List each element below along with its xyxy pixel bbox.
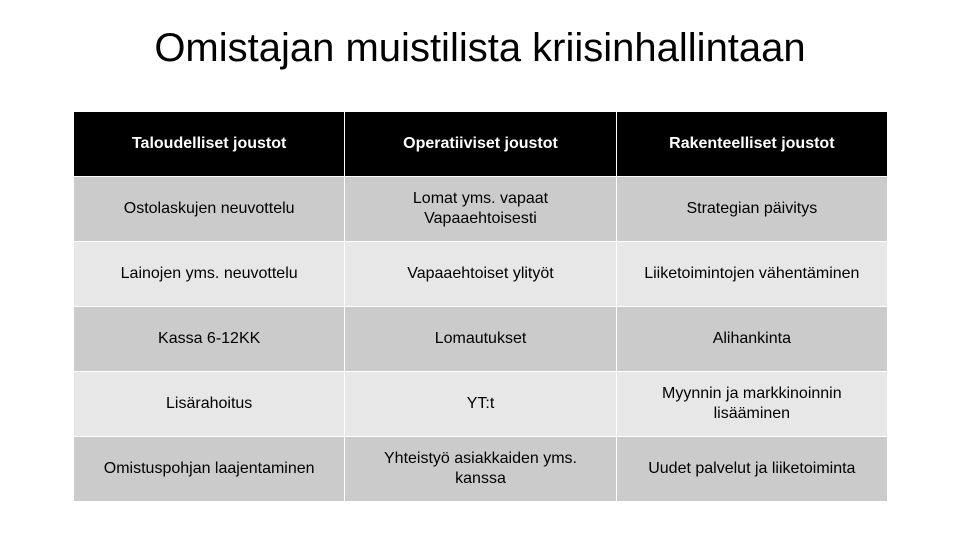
table-cell-financial: [74, 242, 345, 307]
table-cell-structural: [616, 437, 887, 502]
cell-text-line: Lomautukset: [434, 330, 527, 347]
cell-text-line: Lisärahoitus: [166, 395, 253, 412]
table-row: [74, 437, 888, 502]
cell-text-line: Alihankinta: [712, 330, 791, 347]
cell-text-line: kanssa: [455, 470, 506, 487]
cell-text-line: YT:t: [466, 395, 495, 412]
table-header-row: [74, 112, 888, 177]
table-row: [74, 372, 888, 437]
cell-text-line: Lomat yms. vapaat: [412, 190, 549, 207]
header-operational: Operatiiviset joustot: [345, 112, 616, 177]
cell-text-line: Yhteistyö asiakkaiden yms.: [384, 450, 577, 467]
table-cell-operational: [345, 177, 616, 242]
cell-text-line: Omistuspohjan laajentaminen: [103, 460, 315, 477]
header-financial: Taloudelliset joustot: [74, 112, 345, 177]
table-cell-financial: [74, 177, 345, 242]
table-body: [74, 177, 888, 502]
cell-text-line: lisääminen: [713, 405, 791, 422]
table-cell-operational: [345, 437, 616, 502]
cell-text-line: Kassa 6-12KK: [158, 330, 261, 347]
table-cell-financial: [74, 437, 345, 502]
table-cell-operational: [345, 307, 616, 372]
cell-text-line: Strategian päivitys: [686, 200, 818, 217]
cell-text-line: Vapaaehtoiset ylityöt: [407, 265, 554, 282]
table-cell-financial: [74, 307, 345, 372]
table-cell-structural: [616, 242, 887, 307]
header-structural: Rakenteelliset joustot: [616, 112, 887, 177]
page-title: Omistajan muistilista kriisinhallintaan: [154, 26, 806, 70]
table-row: [74, 307, 888, 372]
table-cell-structural: [616, 177, 887, 242]
table-cell-operational: [345, 242, 616, 307]
cell-text-line: Liiketoimintojen vähentäminen: [644, 265, 860, 282]
table-cell-structural: [616, 307, 887, 372]
cell-text-line: Vapaaehtoisesti: [424, 210, 537, 227]
checklist-table: [73, 111, 888, 502]
cell-text-line: Uudet palvelut ja liiketoiminta: [648, 460, 856, 477]
cell-text-line: Lainojen yms. neuvottelu: [120, 265, 298, 282]
cell-text-line: Myynnin ja markkinoinnin: [662, 385, 842, 402]
table-cell-financial: [74, 372, 345, 437]
table-row: [74, 242, 888, 307]
table-row: [74, 177, 888, 242]
table-cell-operational: [345, 372, 616, 437]
cell-text-line: Ostolaskujen neuvottelu: [123, 200, 295, 217]
table-cell-structural: [616, 372, 887, 437]
